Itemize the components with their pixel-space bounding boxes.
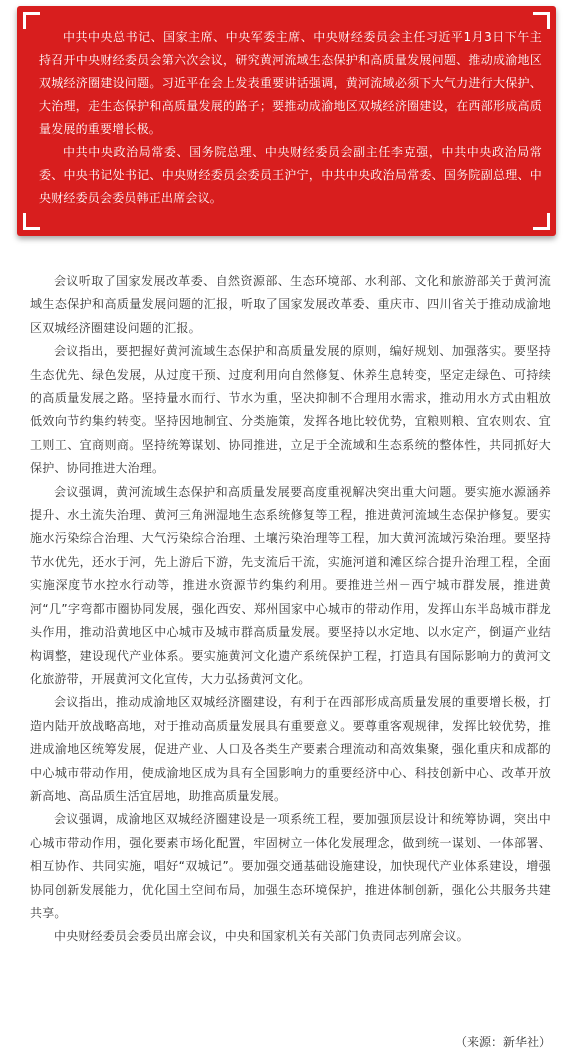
- article-body: [30, 270, 551, 949]
- summary-paragraph: 中共中央总书记、国家主席、中央军委主席、中央财经委员会主任习近平1月3日下午主持召开中央财经委员会第六次会议，研究黄河流域生态保护和高质量发展问题、推动成渝地区双城经济圈建设问题。习近平在会上发表重要讲话强调，黄河流域必须下大气力进行大保护、大治理，走生态保护和高质量发展的路子；要推动成渝地区双城经济圈建设，在西部形成高质量发展的重要增长极。: [39, 30, 542, 136]
- article-paragraph: 会议指出，推动成渝地区双城经济圈建设，有利于在西部形成高质量发展的重要增长极，打造内陆开放战略高地，对于推动高质量发展具有重要意义。要尊重客观规律，发挥比较优势，推进成渝地区统筹发展，促进产业、人口及各类生产要素合理流动和高效集聚，强化重庆和成都的中心城市带动作用，使成渝地区成为具有全国影响力的重要经济中心、科技创新中心、改革开放新高地、高品质生活宜居地，助推高质量发展。: [30, 695, 551, 803]
- source-credit: （来源：新华社）: [454, 1035, 551, 1049]
- corner-decoration: [23, 213, 40, 230]
- article-paragraph: 会议强调，成渝地区双城经济圈建设是一项系统工程，要加强顶层设计和统筹协调，突出中心城市带动作用，强化要素市场化配置，牢固树立一体化发展理念，做到统一谋划、一体部署、相互协作、共同实施，唱好“双城记”。要加强交通基础设施建设，加快现代产业体系建设，增强协同创新发展能力，优化国土空间布局，加强生态环境保护，推进体制创新，强化公共服务共建共享。: [30, 812, 551, 920]
- article-paragraph: 会议听取了国家发展改革委、自然资源部、生态环境部、水利部、文化和旅游部关于黄河流域生态保护和高质量发展问题的汇报，听取了国家发展改革委、重庆市、四川省关于推动成渝地区双城经济圈建设问题的汇报。: [30, 274, 551, 335]
- corner-decoration: [533, 213, 550, 230]
- article-paragraph: 会议强调，黄河流域生态保护和高质量发展要高度重视解决突出重大问题。要实施水源涵养提升、水土流失治理、黄河三角洲湿地生态系统修复等工程，推进黄河流域生态保护修复。要实施水污染综合治理、大气污染综合治理、土壤污染治理等工程，加大黄河流域污染治理。要坚持节水优先，还水于河，先上游后下游，先支流后干流，实施河道和滩区综合提升治理工程，全面实施深度节水控水行动等，推进水资源节约集约利用。要推进兰州－西宁城市群发展，推进黄河“几”字弯都市圈协同发展，强化西安、郑州国家中心城市的带动作用，发挥山东半岛城市群龙头作用，推动沿黄地区中心城市及城市群高质量发展。要坚持以水定地、以水定产，倒逼产业结构调整，建设现代产业体系。要实施黄河文化遗产系统保护工程，打造具有国际影响力的黄河文化旅游带，开展黄河文化宣传，大力弘扬黄河文化。: [30, 484, 551, 686]
- summary-box: [17, 6, 556, 236]
- corner-decoration: [23, 12, 40, 29]
- article-paragraph: 会议指出，要把握好黄河流域生态保护和高质量发展的原则，编好规划、加强落实。要坚持生态优先、绿色发展，从过度干预、过度利用向自然修复、休养生息转变，坚定走绿色、可持续的高质量发展之路。坚持量水而行、节水为重，坚决抑制不合理用水需求，推动用水方式由粗放低效向节约集约转变。坚持因地制宜、分类施策，发挥各地比较优势，宜粮则粮、宜农则农、宜工则工、宜商则商。坚持统筹谋划、协同推进，立足于全流域和生态系统的整体性，共同抓好大保护、协同推进大治理。: [30, 344, 551, 476]
- article-paragraph: 中央财经委员会委员出席会议，中央和国家机关有关部门负责同志列席会议。: [54, 929, 469, 944]
- corner-decoration: [533, 12, 550, 29]
- summary-paragraph: 中共中央政治局常委、国务院总理、中央财经委员会副主任李克强，中共中央政治局常委、中央书记处书记、中央财经委员会委员王沪宁，中共中央政治局常委、国务院副总理、中央财经委员会委员韩正出席会议。: [39, 145, 542, 205]
